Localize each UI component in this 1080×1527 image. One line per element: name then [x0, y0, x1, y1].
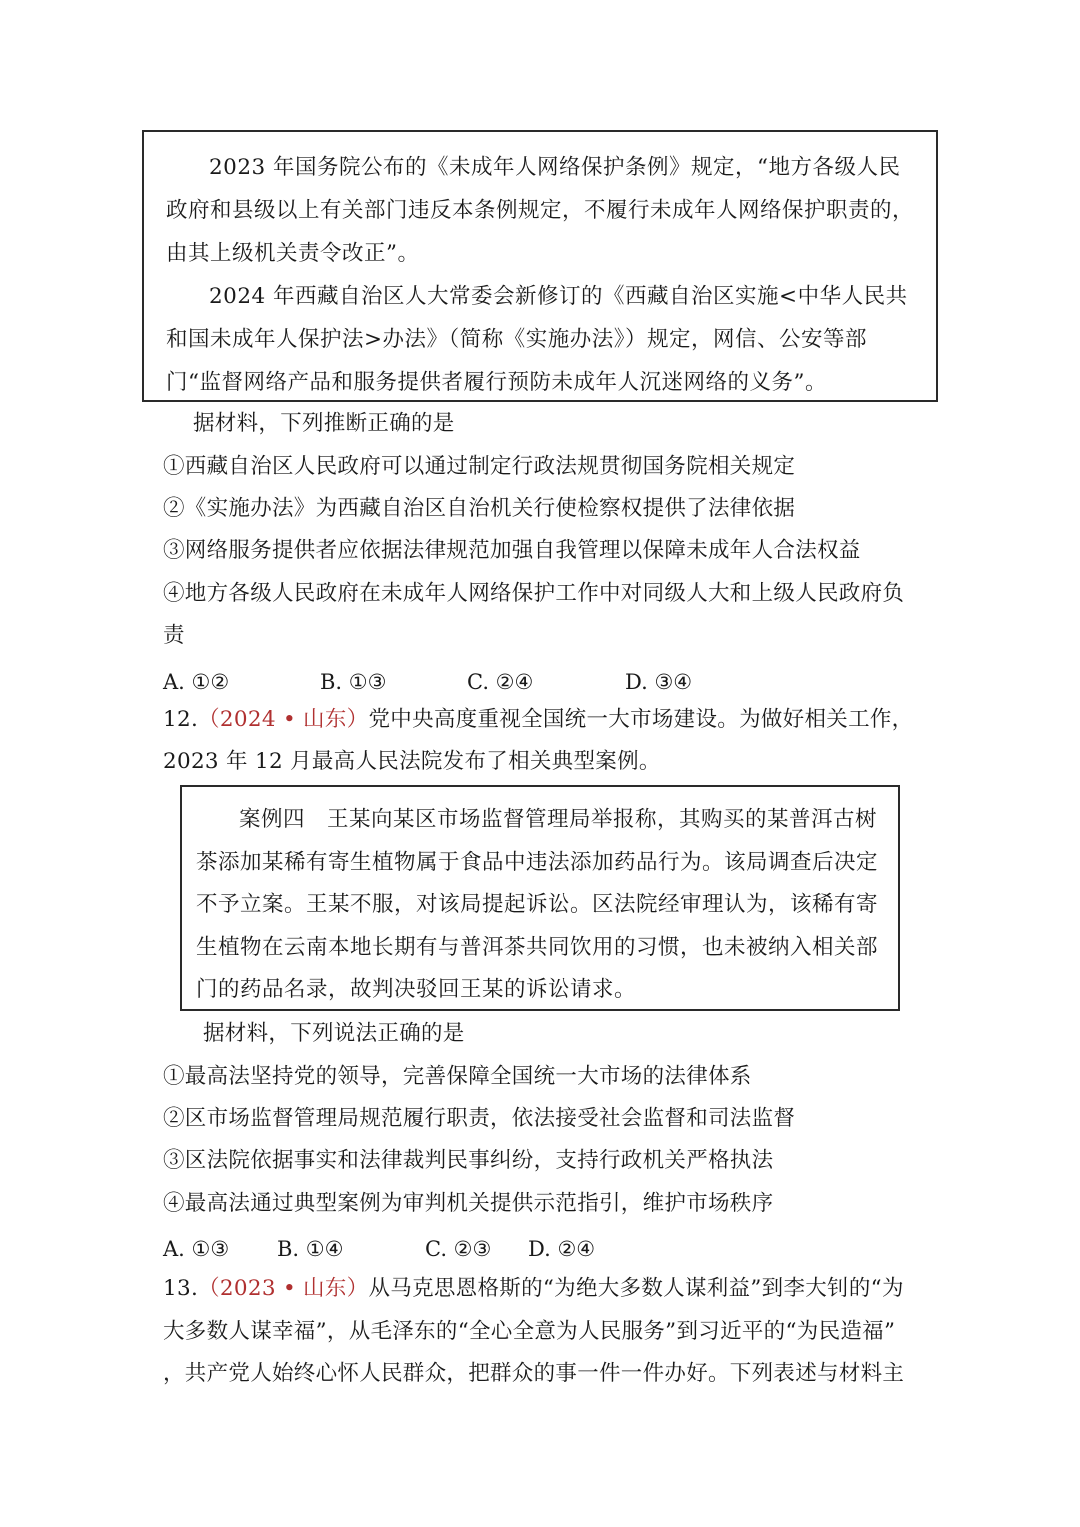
material-box-1 — [142, 130, 938, 402]
question-prompt: 据材料，下列推断正确的是 — [193, 411, 455, 436]
material-paragraph: 2023 年国务院公布的《未成年人网络保护条例》规定，“地方各级人民政府和县级以上有关部门违反本条例规定，不履行未成年人网络保护职责的，由其上级机关责令改正”。 — [166, 155, 915, 266]
question-text: ，共产党人始终心怀人民群众，把群众的事一件一件办好。下列表述与材料主 — [163, 1361, 905, 1386]
question-text: 大多数人谋幸福”，从毛泽东的“全心全意为人民服务”到习近平的“为民造福” — [163, 1319, 896, 1344]
answer-option-d: D. ③④ — [625, 670, 693, 694]
statement-item: ④地方各级人民政府在未成年人网络保护工作中对同级人大和上级人民政府负 — [163, 581, 905, 606]
answer-option-b: B. ①④ — [277, 1237, 344, 1261]
material-paragraph: 2024 年西藏自治区人大常委会新修订的《西藏自治区实施<中华人民共和国未成年人保护法>办法》（简称《实施办法》）规定，网信、公安等部门“监督网络产品和服务提供者履行预防未成年人沉迷网络的义务”。 — [166, 284, 908, 395]
statement-item: 责 — [163, 623, 185, 648]
question-text: 党中央高度重视全国统一大市场建设。为做好相关工作， — [368, 707, 914, 732]
question-number: 12. — [163, 707, 199, 732]
case-box — [180, 785, 900, 1011]
answer-option-c: C. ②③ — [425, 1237, 492, 1261]
question-number: 13. — [163, 1276, 199, 1301]
statement-item: ③区法院依据事实和法律裁判民事纠纷，支持行政机关严格执法 — [163, 1148, 774, 1173]
question-prompt: 据材料，下列说法正确的是 — [203, 1021, 465, 1046]
question-text: 2023 年 12 月最高人民法院发布了相关典型案例。 — [163, 749, 661, 774]
question-stem — [163, 1274, 904, 1304]
question-source: （2024 • 山东） — [198, 707, 369, 732]
question-stem — [163, 705, 913, 735]
question-text: 从马克思恩格斯的“为绝大多数人谋利益”到李大钊的“为 — [368, 1276, 904, 1301]
answer-option-d: D. ②④ — [528, 1237, 596, 1261]
case-text: 案例四 王某向某区市场监督管理局举报称，其购买的某普洱古树茶添加某稀有寄生植物属于食品中违法添加药品行为。该局调查后决定不予立案。王某不服，对该局提起诉讼。区法院经审理认为，该稀有寄生植物在云南本地长期有与普洱茶共同饮用的习惯，也未被纳入相关部门的药品名录，故判决驳回王某的诉讼请求。 — [196, 807, 879, 1002]
answer-option-a: A. ①② — [163, 670, 230, 694]
statement-item: ②区市场监督管理局规范履行职责，依法接受社会监督和司法监督 — [163, 1106, 796, 1131]
answer-option-c: C. ②④ — [467, 670, 534, 694]
statement-item: ①最高法坚持党的领导，完善保障全国统一大市场的法律体系 — [163, 1064, 752, 1089]
question-source: （2023 • 山东） — [198, 1276, 369, 1301]
statement-item: ③网络服务提供者应依据法律规范加强自我管理以保障未成年人合法权益 — [163, 538, 861, 563]
statement-item: ④最高法通过典型案例为审判机关提供示范指引，维护市场秩序 — [163, 1191, 774, 1216]
statement-item: ②《实施办法》为西藏自治区自治机关行使检察权提供了法律依据 — [163, 496, 796, 521]
answer-option-b: B. ①③ — [320, 670, 387, 694]
answer-option-a: A. ①③ — [163, 1237, 230, 1261]
statement-item: ①西藏自治区人民政府可以通过制定行政法规贯彻国务院相关规定 — [163, 454, 796, 479]
